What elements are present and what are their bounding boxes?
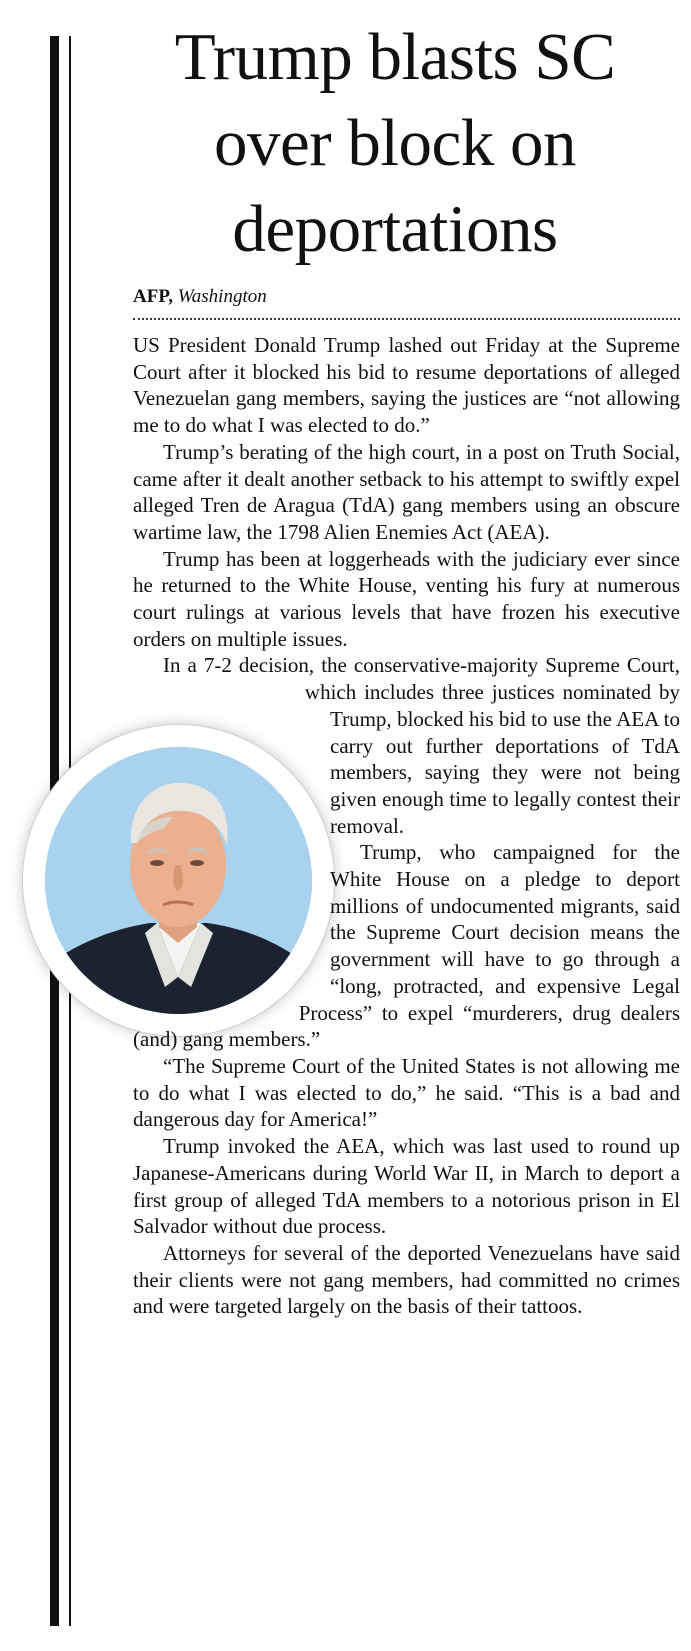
byline bbox=[133, 285, 267, 309]
article-paragraph: Trump, who campaigned for the White House on a pledge to deport millions of undocumented migrants, said the Supreme Court decision means the government will have to go through a “long, protracted, and expensive Legal Process” to expel “murderers, drug dealers (and) gang members.” bbox=[133, 840, 680, 1052]
article-body bbox=[133, 332, 680, 1320]
article-paragraph: Attorneys for several of the deported Venezuelans have said their clients were not gang members, had committed no crimes and were targeted largely on the basis of their tattoos. bbox=[133, 1240, 680, 1319]
byline-divider bbox=[133, 318, 680, 320]
article-paragraph: Trump invoked the AEA, which was last used to round up Japanese-Americans during World War II, in March to deport a first group of alleged TdA members to a notorious prison in El Salvador without due process. bbox=[133, 1134, 680, 1239]
article-paragraph: Trump has been at loggerheads with the judiciary ever since he returned to the White House, venting his fury at numerous court rulings at various levels that have frozen his executive orders on multiple issues. bbox=[133, 546, 680, 651]
byline-location: Washington bbox=[177, 286, 267, 307]
article-paragraph: In a 7-2 decision, the conservative-majority Supreme Court, which includes three justices nominated by Trump, blocked his bid to use the AEA to carry out further deportations of TdA members, saying they were not being given enough time to legally contest their removal. bbox=[163, 653, 680, 838]
headline: Trump blasts SC over block on deportations bbox=[174, 20, 616, 266]
article-paragraph: Trump’s berating of the high court, in a post on Truth Social, came after it dealt another setback to his attempt to swiftly expel alleged Tren de Aragua (TdA) gang members using an obscure wartime law, the 1798 Alien Enemies Act (AEA). bbox=[133, 439, 680, 544]
article-paragraph: US President Donald Trump lashed out Friday at the Supreme Court after it blocked his bid to resume deportations of alleged Venezuelan gang members, saying the justices are “not allowing me to do what I was elected to do.” bbox=[133, 333, 680, 438]
article-paragraph: “The Supreme Court of the United States is not allowing me to do what I was elected to do,” he said. “This is a bad and dangerous day for America!” bbox=[133, 1053, 680, 1132]
byline-agency: AFP, bbox=[133, 286, 173, 307]
photo-wrap-area bbox=[0, 725, 330, 1050]
